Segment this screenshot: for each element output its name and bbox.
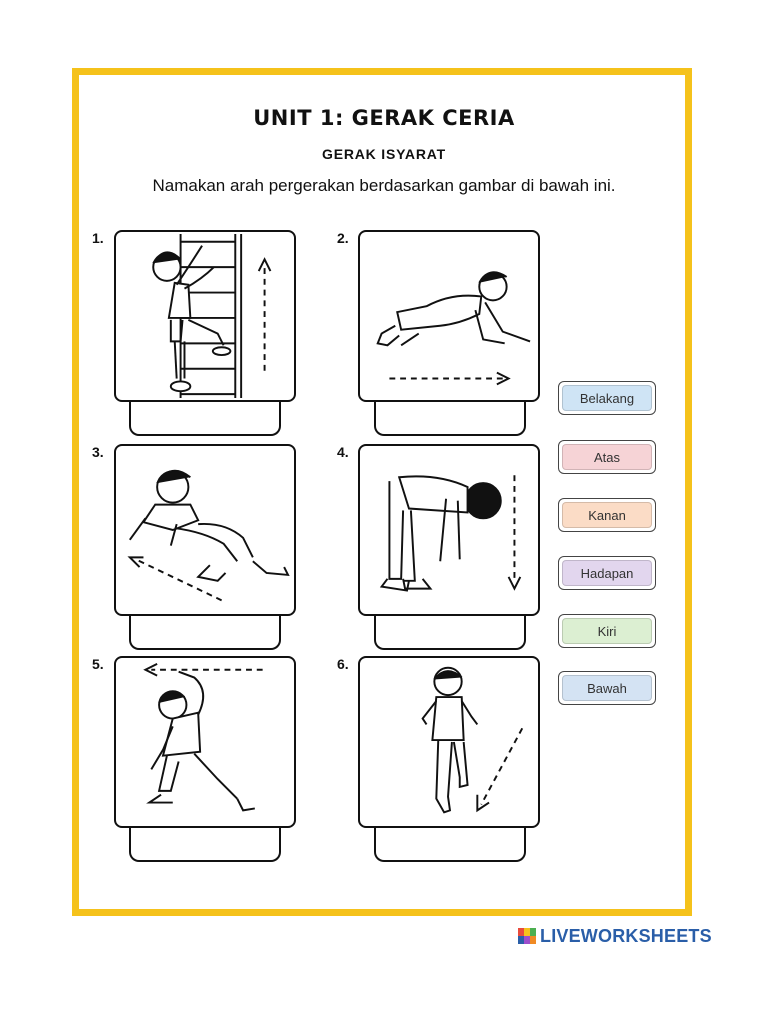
worksheet-subtitle: GERAK ISYARAT [322, 146, 446, 162]
boy-stretching-sideways-icon [114, 656, 296, 828]
question-number: 3. [92, 444, 104, 460]
answer-box[interactable] [129, 402, 281, 436]
answer-box[interactable] [374, 828, 526, 862]
worksheet-title: UNIT 1: GERAK CERIA [253, 106, 515, 130]
answer-box[interactable] [129, 616, 281, 650]
answer-box[interactable] [374, 616, 526, 650]
boy-sliding-backward-icon [114, 444, 296, 616]
word-chip-atas[interactable] [558, 440, 656, 474]
question-number: 5. [92, 656, 104, 672]
word-chip-label: Kanan [562, 502, 652, 528]
word-chip-label: Belakang [562, 385, 652, 411]
word-chip-belakang[interactable] [558, 381, 656, 415]
word-chip-label: Atas [562, 444, 652, 470]
question-number: 6. [337, 656, 349, 672]
word-chip-kanan[interactable] [558, 498, 656, 532]
liveworksheets-logo[interactable] [518, 926, 712, 946]
word-chip-hadapan[interactable] [558, 556, 656, 590]
question-number: 1. [92, 230, 104, 246]
boy-climbing-ladder-icon [114, 230, 296, 402]
boy-crawling-icon [358, 230, 540, 402]
word-chip-label: Kiri [562, 618, 652, 644]
question-number: 4. [337, 444, 349, 460]
answer-box[interactable] [129, 828, 281, 862]
boy-bending-down-icon [358, 444, 540, 616]
word-chip-bawah[interactable] [558, 671, 656, 705]
word-chip-kiri[interactable] [558, 614, 656, 648]
liveworksheets-text: LIVEWORKSHEETS [540, 925, 712, 946]
word-chip-label: Bawah [562, 675, 652, 701]
answer-box[interactable] [374, 402, 526, 436]
instruction-text: Namakan arah pergerakan berdasarkan gambar di bawah ini. [152, 176, 616, 195]
boy-walking-icon [358, 656, 540, 828]
liveworksheets-mark-icon [518, 928, 536, 944]
question-number: 2. [337, 230, 349, 246]
word-chip-label: Hadapan [562, 560, 652, 586]
